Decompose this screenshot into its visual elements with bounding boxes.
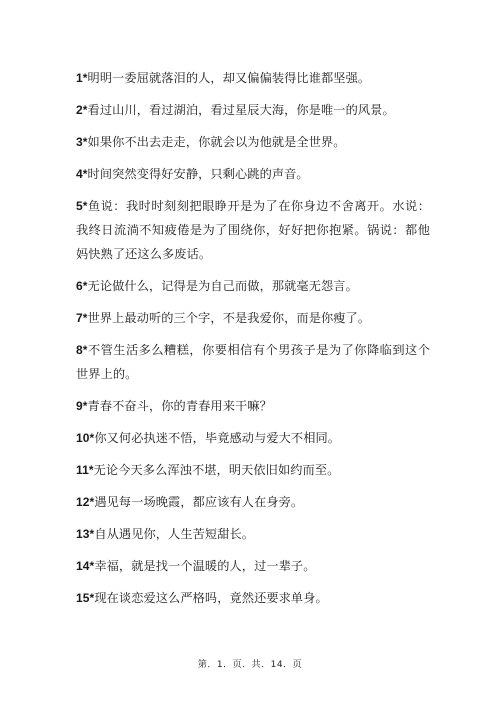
entry — [76, 274, 430, 298]
entry-text: 不管生活多么糟糕，你要相信有个男孩子是为了你降临到这个世界上的。 — [76, 343, 430, 381]
entry — [76, 586, 430, 610]
entry-number: 12* — [76, 495, 95, 509]
entry-text: 遇见每一场晚霞，都应该有人在身旁。 — [94, 495, 304, 509]
entry-number: 7* — [76, 311, 88, 325]
entry — [76, 66, 430, 90]
entry-number: 11* — [76, 463, 94, 477]
entry — [76, 490, 430, 514]
entry — [76, 426, 430, 450]
entry-text: 鱼说：我时时刻刻把眼睁开是为了在你身边不舍离开。水说：我终日流淌不知疲倦是为了围绕你，好好把你抱紧。锅说：都他妈快熟了还这么多废话。 — [76, 199, 430, 261]
entry-number: 1* — [76, 71, 88, 85]
entry-text: 自从遇见你，人生苦短甜长。 — [94, 527, 255, 541]
entry — [76, 98, 430, 122]
entry-text: 青春不奋斗，你的青春用来干嘛？ — [87, 399, 272, 413]
entry-number: 2* — [76, 103, 88, 117]
entry-number: 6* — [76, 279, 88, 293]
entry-number: 10* — [76, 431, 95, 445]
entry — [76, 194, 430, 266]
entry-text: 明明一委屈就落泪的人，却又偏偏装得比谁都坚强。 — [87, 71, 371, 85]
entry-number: 4* — [76, 167, 88, 181]
entry — [76, 458, 430, 482]
entry — [76, 522, 430, 546]
entry-text: 现在谈恋爱这么严格吗，竟然还要求单身。 — [94, 591, 328, 605]
entry — [76, 394, 430, 418]
entry-text: 时间突然变得好安静，只剩心跳的声音。 — [87, 167, 309, 181]
entry-number: 15* — [76, 591, 95, 605]
entry-text: 你又何必执迷不悟，毕竟感动与爱大不相同。 — [94, 431, 341, 445]
entry-number: 13* — [76, 527, 95, 541]
entry — [76, 130, 430, 154]
entry-list — [76, 66, 430, 610]
entry-number: 8* — [76, 343, 88, 357]
entry-text: 看过山川，看过湖泊，看过星辰大海，你是唯一的风景。 — [87, 103, 395, 117]
entry-text: 无论做什么，记得是为自己而做，那就毫无怨言。 — [87, 279, 358, 293]
entry-number: 9* — [76, 399, 88, 413]
entry-text: 幸福，就是找一个温暖的人，过一辈子。 — [94, 559, 316, 573]
entry-text: 无论今天多么浑浊不堪，明天依旧如约而至。 — [93, 463, 340, 477]
entry-text: 如果你不出去走走，你就会以为他就是全世界。 — [87, 135, 346, 149]
entry — [76, 338, 430, 386]
entry — [76, 554, 430, 578]
entry-text: 世界上最动听的三个字，不是我爱你，而是你瘦了。 — [87, 311, 371, 325]
page-footer: 第．1．页．共．14．页 — [197, 660, 303, 670]
entry — [76, 162, 430, 186]
entry-number: 14* — [76, 559, 95, 573]
entry-number: 3* — [76, 135, 88, 149]
entry-number: 5* — [76, 199, 88, 213]
entry — [76, 306, 430, 330]
